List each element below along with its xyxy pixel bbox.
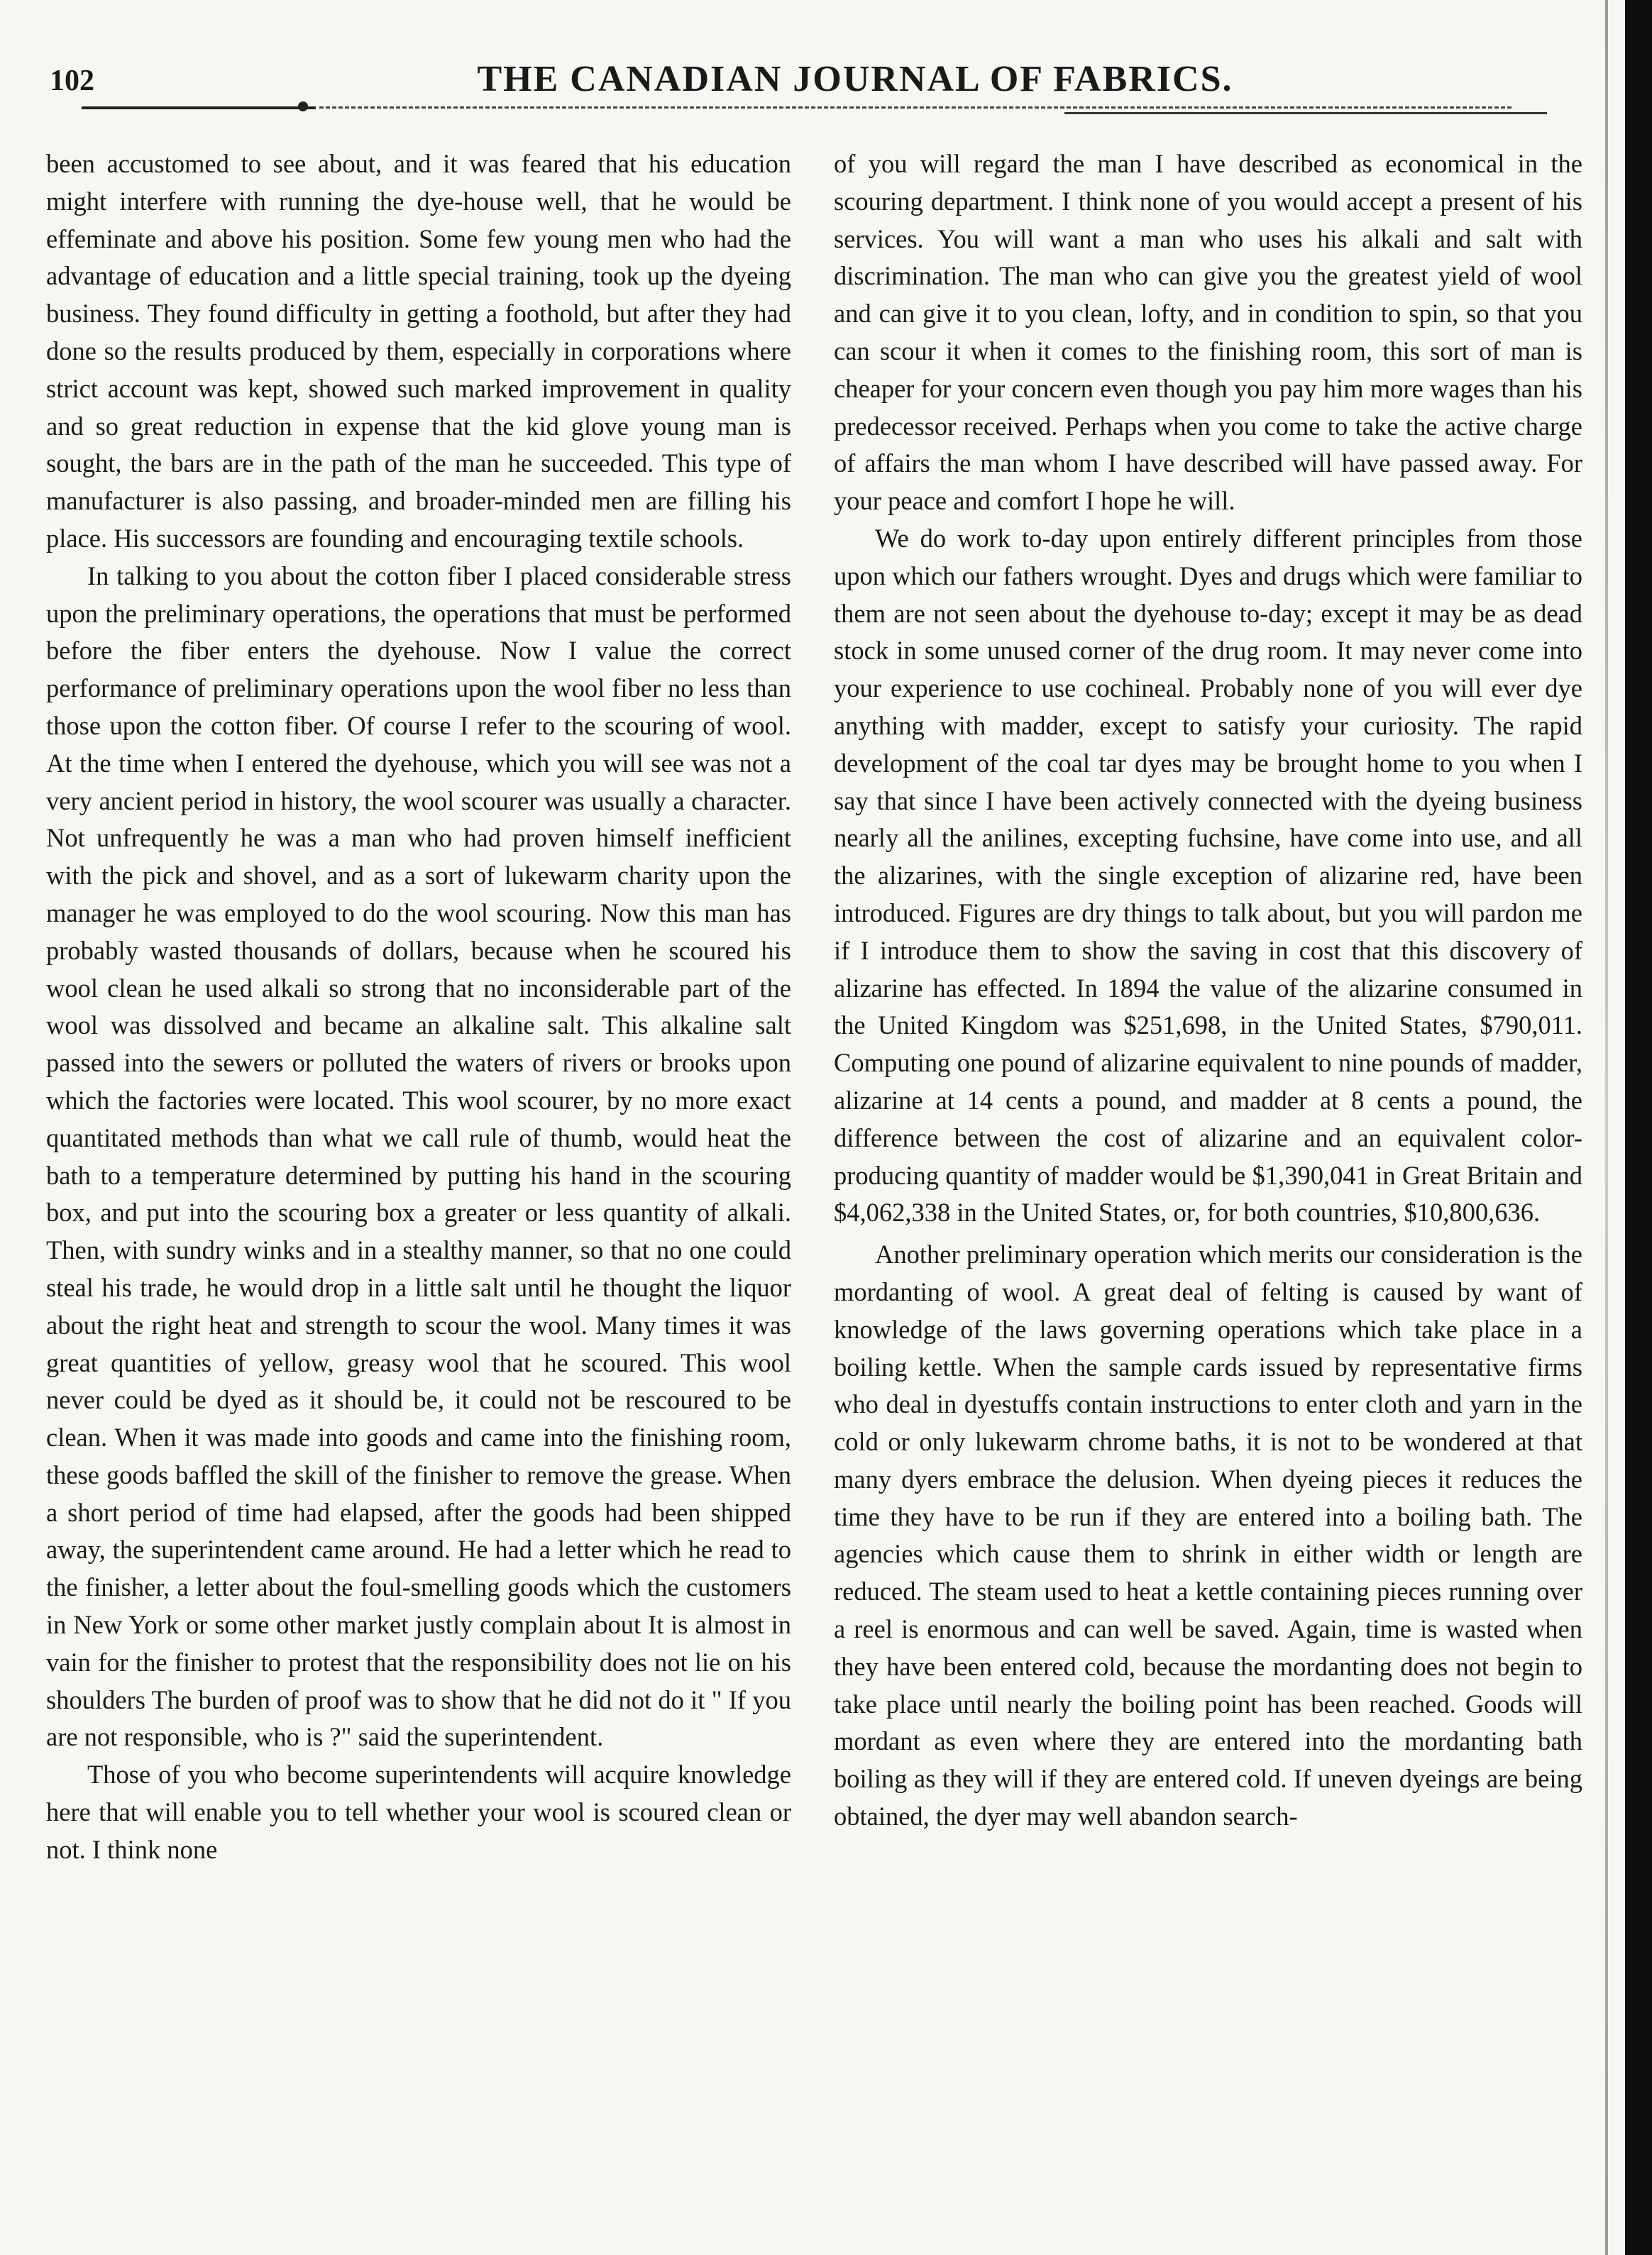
paragraph: Those of you who become superintendents will acquire knowledge here that will enable you to tell whether your wool is scoured clean or not. I think none <box>46 1760 791 1864</box>
scan-binding-edge <box>1625 0 1652 2255</box>
header-rule-dashed <box>319 106 1511 109</box>
header-rule-right <box>1064 112 1547 114</box>
paragraph: In talking to you about the cotton fiber I placed considerable stress upon the preliminary operations, the operations that must be performed before the fiber enters the dyehouse. Now I value the correct performance of preliminary operations upon the wool fiber no less than those upon the cotton fiber. Of course I refer to the scouring of wool. At the time when I entered the dyehouse, which you will see was not a very ancient period in history, the wool scourer was usually a character. Not unfrequently he was a man who had proven himself inefficient with the pick and shovel, and as a sort of lukewarm charity upon the manager he was employed to do the wool scouring. Now this man has probably wasted thousands of dollars, because when he scoured his wool clean he used alkali so strong that no inconsiderable part of the wool was dissolved and became an alkaline salt. This alkaline salt passed into the sewers or polluted the waters of rivers or brooks upon which the factories were located. This wool scourer, by no more exact quantitated methods than what we call rule of thumb, would heat the bath to a temperature determined by putting his hand in the scouring box, and put into the scouring box a greater or less quantity of alkali. Then, with sundry winks and in a stealthy manner, so that no one could steal his trade, he would drop in a little salt until he thought the liquor about the right heat and strength to scour the wool. Many times it was great quantities of yellow, greasy wool that he scoured. This wool never could be dyed as it should be, it could not be rescoured to be clean. When it was made into goods and came into the finishing room, these goods baffled the skill of the finisher to remove the grease. When a short period of time had elapsed, after the goods had been shipped away, the superintendent came around. He had a letter which he read to the finisher, a letter about the foul-smelling goods which the customers in New York or some other market justly complain about It is almost in vain for the finisher to protest that the responsibility does not lie on his shoulders The burden of proof was to show that he did not do it " If you are not responsible, who is ?" said the superintendent. <box>46 561 791 1752</box>
paragraph: Another preliminary operation which merits our consideration is the mordanting of wool. A great deal of felting is caused by want of knowledge of the laws governing operations which take place in a boiling kettle. When the sample cards issued by representative firms who deal in dyestuffs contain instructions to enter cloth and yarn in the cold or only lukewarm chrome baths, it is not to be wondered at that many dyers embrace the delusion. When dyeing pieces it reduces the time they have to be run if they are entered into a boiling bath. The agencies which cause them to shrink in either width or length are reduced. The steam used to heat a kettle containing pieces running over a reel is enormous and can well be saved. Again, time is wasted when they have been entered cold, because the mordanting does not begin to take place until nearly the boiling point has been reached. Goods will mordant as even where they are entered into the mordanting bath boiling as they will if they are entered cold. If uneven dyeings are being obtained, the dyer may well abandon search- <box>834 1240 1582 1831</box>
scan-edge-shadow <box>1605 0 1608 2255</box>
header-rule-left <box>82 106 316 109</box>
right-column <box>834 145 1582 1836</box>
paragraph: We do work to-day upon entirely different principles from those upon which our fathers wrought. Dyes and drugs which were familiar to them are not seen about the dyehouse to-day; except it may be as dead stock in some unused corner of the drug room. It may never come into your experience to use cochineal. Probably none of you will ever dye anything with madder, except to satisfy your curiosity. The rapid development of the coal tar dyes may be brought home to you when I say that since I have been actively connected with the dyeing business nearly all the anilines, excepting fuchsine, have come into use, and all the alizarines, with the single exception of alizarine red, have been introduced. Figures are dry things to talk about, but you will pardon me if I introduce them to show the saving in cost that this discovery of alizarine has effected. In 1894 the value of the alizarine consumed in the United Kingdom was $251,698, in the United States, $790,011. Computing one pound of alizarine equivalent to nine pounds of madder, alizarine at 14 cents a pound, and madder at 8 cents a pound, the difference between the cost of alizarine and an equivalent color-producing quantity of madder would be $1,390,041 in Great Britain and $4,062,338 in the United States, or, for both countries, $10,800,636. <box>834 523 1582 1228</box>
journal-title: THE CANADIAN JOURNAL OF FABRICS. <box>477 59 1233 99</box>
left-column <box>46 145 791 1869</box>
paragraph: of you will regard the man I have described as economical in the scouring department. I think none of you would accept a present of his services. You will want a man who uses his alkali and salt with discrimination. The man who can give you the greatest yield of wool and can give it to you clean, lofty, and in condition to spin, so that you can scour it when it comes to the finishing room, this sort of man is cheaper for your concern even though you pay him more wages than his predecessor received. Perhaps when you come to take the active charge of affairs the man whom I have described will have passed away. For your peace and comfort I hope he will. <box>834 149 1582 516</box>
page-number: 102 <box>50 65 94 97</box>
header-rule-ornament <box>298 101 308 111</box>
paragraph: been accustomed to see about, and it was feared that his education might interfere with running the dye-house well, that he would be effeminate and above his position. Some few young men who had the advantage of education and a little special training, took up the dyeing business. They found difficulty in getting a foothold, but after they had done so the results produced by them, especially in corporations where strict account was kept, showed such marked improvement in quality and so great reduction in expense that the kid glove young man is sought, the bars are in the path of the man he succeeded. This type of manufacturer is also passing, and broader-minded men are filling his place. His successors are founding and encouraging textile schools. <box>46 149 791 553</box>
